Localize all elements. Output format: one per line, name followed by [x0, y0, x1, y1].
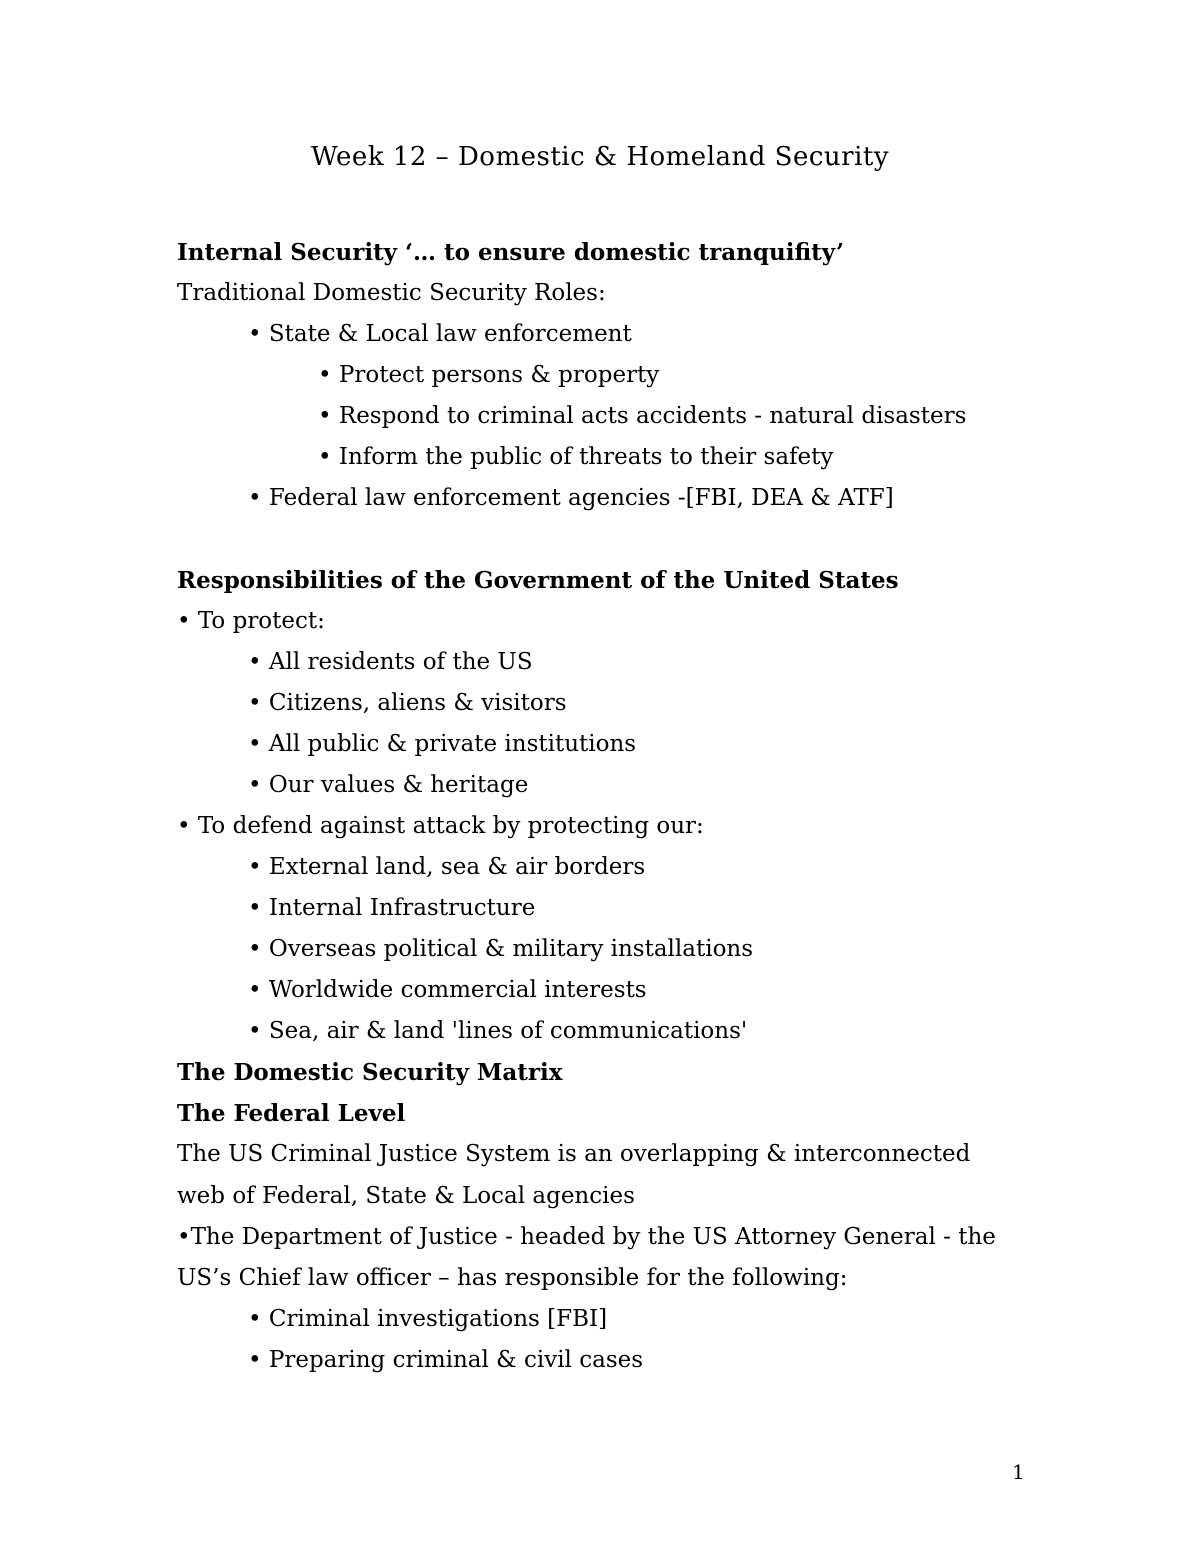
section-heading-internal-security: Internal Security ‘… to ensure domestic tranquifity’ [177, 239, 844, 266]
bullet-item: • Sea, air & land 'lines of communications' [248, 1018, 748, 1044]
bullet-item: • Federal law enforcement agencies -[FBI, DEA & ATF] [248, 485, 894, 511]
bullet-item: • Overseas political & military installations [248, 936, 754, 962]
bullet-item: • To defend against attack by protecting our: [177, 813, 704, 839]
bullet-item: • Criminal investigations [FBI] [248, 1306, 608, 1332]
paragraph-line: The US Criminal Justice System is an overlapping & interconnected [177, 1141, 971, 1167]
page-number: 1 [1012, 1460, 1025, 1484]
paragraph-line: •The Department of Justice - headed by the US Attorney General - the [177, 1224, 996, 1250]
bullet-item: • Inform the public of threats to their safety [318, 444, 834, 470]
subheading-traditional-roles: Traditional Domestic Security Roles: [177, 280, 606, 306]
bullet-item: • Protect persons & property [318, 362, 660, 388]
document-title: Week 12 – Domestic & Homeland Security [310, 142, 890, 172]
paragraph-line: US’s Chief law officer – has responsible for the following: [177, 1265, 848, 1291]
bullet-item: • Worldwide commercial interests [248, 977, 647, 1003]
bullet-item: • State & Local law enforcement [248, 321, 632, 347]
bullet-item: • Respond to criminal acts accidents - natural disasters [318, 403, 967, 429]
bullet-item: • Internal Infrastructure [248, 895, 536, 921]
bullet-item: • All residents of the US [248, 649, 533, 675]
bullet-item: • All public & private institutions [248, 731, 637, 757]
section-heading-responsibilities: Responsibilities of the Government of the United States [177, 567, 899, 594]
bullet-item: • Our values & heritage [248, 772, 529, 798]
section-heading-matrix: The Domestic Security Matrix [177, 1059, 563, 1086]
bullet-item: • External land, sea & air borders [248, 854, 646, 880]
bullet-item: • Citizens, aliens & visitors [248, 690, 567, 716]
paragraph-line: web of Federal, State & Local agencies [177, 1183, 635, 1209]
bullet-item: • Preparing criminal & civil cases [248, 1347, 644, 1373]
bullet-item: • To protect: [177, 608, 325, 634]
section-heading-federal-level: The Federal Level [177, 1100, 406, 1127]
